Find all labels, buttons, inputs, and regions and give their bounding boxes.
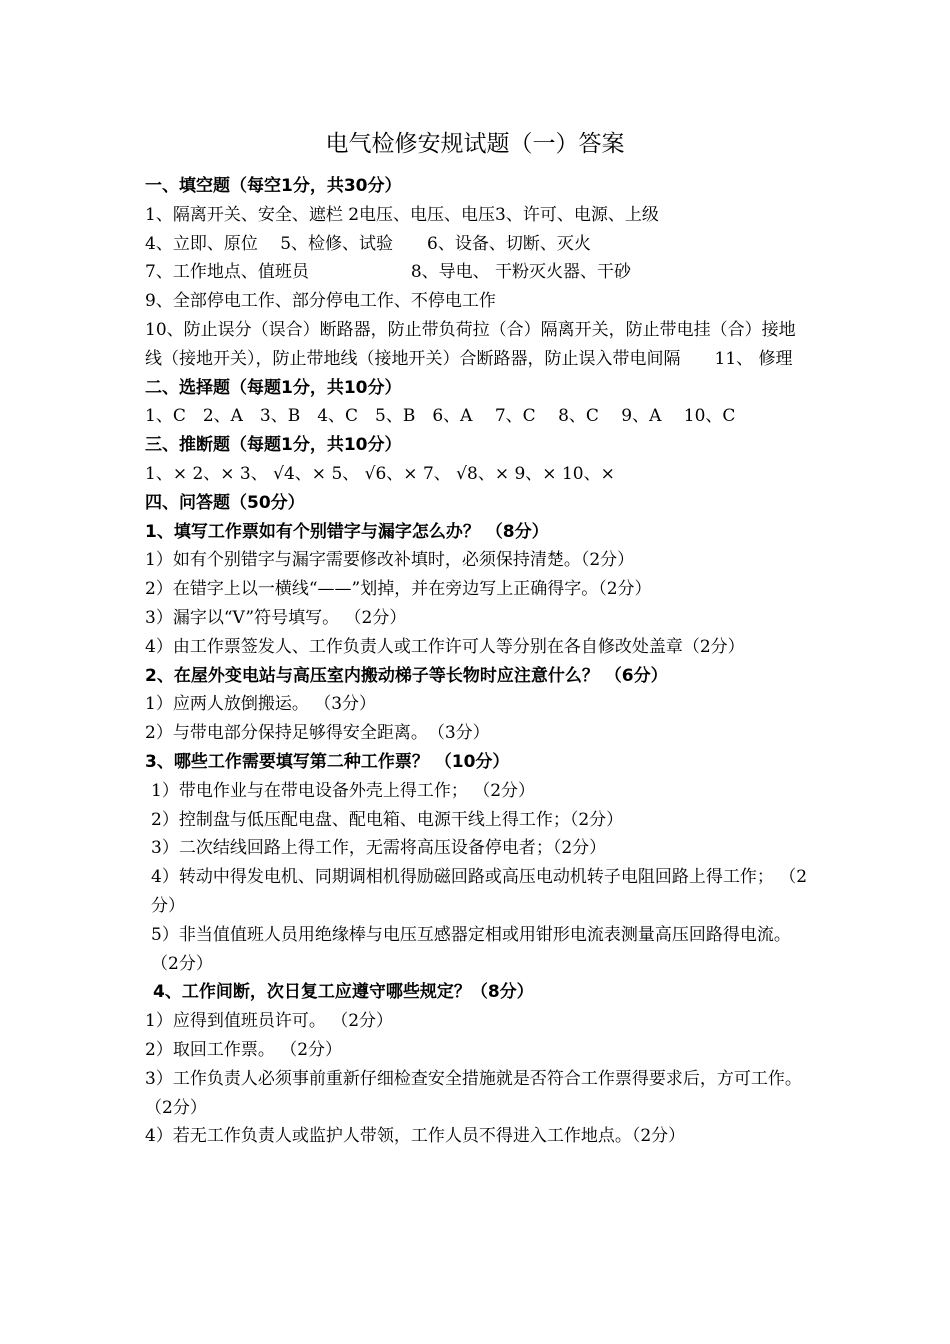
answer-line: 1、隔离开关、安全、遮栏 2电压、电压、电压3、许可、电源、上级 — [145, 204, 659, 225]
answer-line: 2）取回工作票。 （2分） — [145, 1039, 343, 1060]
answer-line: 1）带电作业与在带电设备外壳上得工作； （2分） — [151, 780, 536, 801]
question-2: 2、在屋外变电站与高压室内搬动梯子等长物时应注意什么？ （6分） — [145, 665, 668, 686]
section-heading-fill-blank: 一、填空题（每空1分，共30分） — [145, 176, 402, 196]
answer-line: 9、全部停电工作、部分停电工作、不停电工作 — [145, 291, 496, 312]
section-heading-qa: 四、问答题（50分） — [145, 492, 305, 513]
answer-line: 2）在错字上以一横线“——”划掉，并在旁边写上正确得字。（2分） — [145, 579, 652, 600]
question-3: 3、哪些工作需要填写第二种工作票？ （10分） — [145, 751, 510, 772]
question-1: 1、填写工作票如有个别错字与漏字怎么办？ （8分） — [145, 521, 549, 542]
answer-line: 1、× 2、× 3、 √4、× 5、 √6、× 7、 √8、× 9、× 10、× — [145, 463, 615, 484]
answer-paragraph: 4）转动中得发电机、同期调相机得励磁回路或高压电动机转子电阻回路上得工作； （2分） — [151, 867, 808, 916]
answer-line: 3）漏字以“V”符号填写。 （2分） — [145, 607, 407, 628]
answer-paragraph: 4）由工作票签发人、工作负责人或工作许可人等分别在各自修改处盖章（2分） — [145, 636, 745, 657]
answer-line: 1、C 2、A 3、B 4、C 5、B 6、A 7、C 8、C 9、A 10、C — [145, 406, 736, 427]
question-4: 4、工作间断，次日复工应遵守哪些规定？（8分） — [153, 982, 534, 1003]
answer-paragraph: 10、防止误分（误合）断路器，防止带负荷拉（合）隔离开关，防止带电挂（合）接地线（接地开关），防止带地线（接地开关）合断路器，防止误入带电间隔 11、 修理 — [145, 319, 796, 369]
answer-line: 7、工作地点、值班员 8、导电、 干粉灭火器、干砂 — [145, 262, 632, 283]
section-heading-true-false: 三、推断题（每题1分，共10分） — [145, 435, 402, 456]
answer-line: 1）应两人放倒搬运。 （3分） — [145, 694, 377, 715]
section-heading-multiple-choice: 二、选择题（每题1分，共10分） — [145, 377, 402, 398]
document-body — [145, 172, 810, 1151]
answer-line: 2）与带电部分保持足够得安全距离。 （3分） — [145, 723, 490, 744]
answer-line: 2）控制盘与低压配电盘、配电箱、电源干线上得工作；（2分） — [151, 809, 624, 830]
answer-paragraph: 3）工作负责人必须事前重新仔细检查安全措施就是否符合工作票得要求后，方可工作。 （2分） — [145, 1068, 802, 1118]
answer-line: 3）二次结线回路上得工作，无需将高压设备停电者；（2分） — [151, 838, 607, 859]
answer-line: 1）应得到值班员许可。 （2分） — [145, 1011, 394, 1032]
answer-paragraph: 5）非当值值班人员用绝缘棒与电压互感器定相或用钳形电流表测量高压回路得电流。 （2分） — [151, 924, 791, 974]
answer-line: 1）如有个别错字与漏字需要修改补填时，必须保持清楚。（2分） — [145, 550, 635, 571]
answer-line: 4、立即、原位 5、检修、试验 6、设备、切断、灭火 — [145, 233, 591, 254]
answer-line: 4）若无工作负责人或监护人带领，工作人员不得进入工作地点。（2分） — [145, 1126, 686, 1147]
document-title: 电气检修安规试题（一）答案 — [325, 131, 625, 157]
